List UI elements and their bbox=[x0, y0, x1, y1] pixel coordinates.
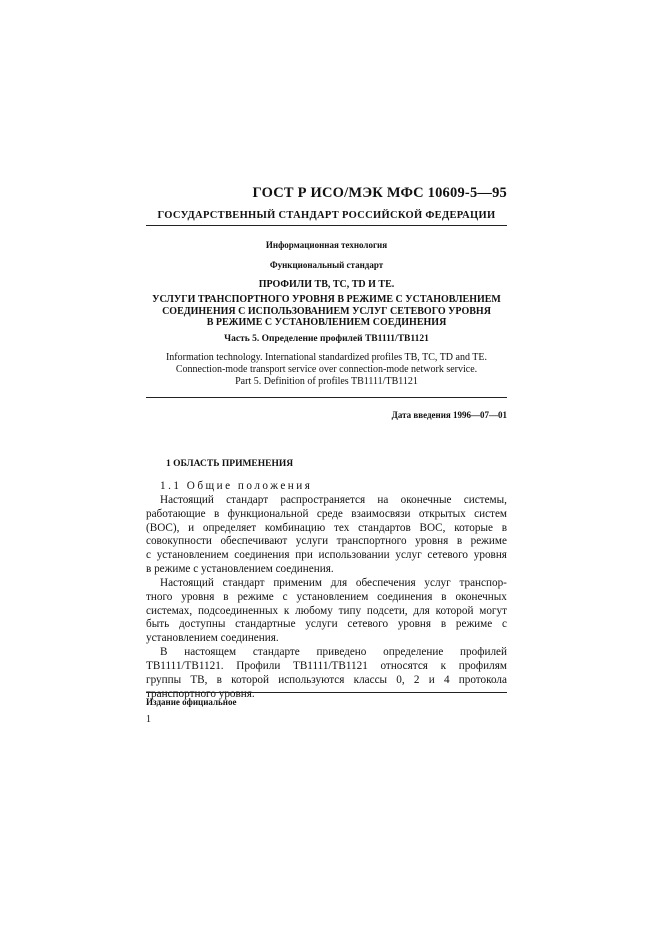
body-line bbox=[146, 605, 507, 619]
body-line bbox=[146, 522, 507, 536]
body-word: которые bbox=[454, 521, 493, 534]
body-word: в bbox=[223, 590, 229, 603]
body-word: в bbox=[441, 590, 447, 603]
english-title-line: Part 5. Definition of profiles TB1111/TB1121 bbox=[235, 376, 418, 387]
body-word: определение bbox=[383, 646, 444, 659]
body-word: 2 bbox=[413, 673, 420, 686]
title-line-2: Функциональный стандарт bbox=[269, 260, 384, 270]
standard-type: ГОСУДАРСТВЕННЫЙ СТАНДАРТ РОССИЙСКОЙ ФЕДЕРАЦИИ bbox=[157, 210, 496, 221]
main-title bbox=[116, 294, 537, 329]
english-title bbox=[116, 352, 537, 388]
body-word: уровня bbox=[415, 535, 449, 548]
body-word: услуг bbox=[424, 576, 451, 589]
body-word: соединения bbox=[377, 590, 433, 603]
header-rule bbox=[146, 225, 507, 226]
body-word: системы, bbox=[463, 493, 507, 506]
body-word: функциональной bbox=[227, 507, 309, 520]
title-line-3: ПРОФИЛИ ТВ, ТС, TD И ТЕ. bbox=[258, 279, 395, 290]
body-word: использовании bbox=[318, 549, 390, 562]
main-title-line: УСЛУГИ ТРАНСПОРТНОГО УРОВНЯ В РЕЖИМЕ С УСТАНОВЛЕНИЕМ bbox=[152, 294, 501, 305]
body-word: группы bbox=[146, 673, 182, 686]
body-word: работающие bbox=[146, 507, 206, 520]
body-word: оконечные bbox=[400, 493, 452, 506]
body-word: Профили bbox=[236, 659, 281, 672]
body-word: на bbox=[377, 493, 389, 506]
body-word: стандартов bbox=[358, 521, 411, 534]
body-word: 0, bbox=[396, 673, 405, 686]
body-word: в bbox=[216, 673, 222, 686]
main-title-line: В РЕЖИМЕ С УСТАНОВЛЕНИЕМ СОЕДИНЕНИЯ bbox=[206, 317, 447, 328]
body-word: 4 bbox=[443, 673, 450, 686]
body-word: профилей bbox=[460, 646, 507, 659]
english-title-line: Connection-mode transport service over connection-mode network service. bbox=[175, 364, 478, 375]
body-line bbox=[146, 674, 507, 688]
body-word: типу bbox=[338, 604, 362, 617]
body-word: ВОС, bbox=[419, 521, 446, 534]
body-word: при bbox=[295, 549, 313, 562]
body-word: профилям bbox=[458, 659, 507, 672]
body-word: режиме bbox=[455, 618, 493, 631]
body-word: подсети, bbox=[366, 604, 408, 617]
title-rule bbox=[146, 397, 507, 398]
body-word: обеспечивают bbox=[220, 535, 288, 548]
body-word: протокола bbox=[458, 673, 507, 686]
body-word: в bbox=[440, 618, 447, 631]
edition-note: Издание официальное bbox=[146, 697, 237, 707]
body-word: доступны bbox=[178, 618, 226, 631]
body-word: быть bbox=[146, 618, 170, 631]
body-word: к bbox=[440, 659, 447, 672]
body-word: взаимосвязи bbox=[351, 507, 411, 520]
body-word: с bbox=[502, 618, 507, 631]
body-word: обеспечения bbox=[355, 576, 416, 589]
body-word: классы bbox=[353, 673, 388, 686]
body-line bbox=[146, 646, 507, 660]
body-word: тех bbox=[333, 521, 350, 534]
body-word: услуги bbox=[305, 618, 338, 631]
body-text bbox=[146, 480, 507, 702]
document-designation: ГОСТ Р ИСО/МЭК МФС 10609-5—95 bbox=[252, 185, 507, 201]
body-word: уровня bbox=[473, 549, 507, 562]
body-word: установлением bbox=[296, 590, 369, 603]
body-word: Настоящий bbox=[160, 493, 214, 506]
body-word: режиме bbox=[237, 590, 274, 603]
body-word: режиме bbox=[470, 535, 507, 548]
body-word: систем bbox=[474, 507, 507, 520]
body-line: установлением соединения. bbox=[146, 632, 279, 645]
body-line bbox=[146, 591, 507, 605]
body-word: применим bbox=[273, 576, 322, 589]
body-word: с bbox=[146, 549, 151, 562]
body-word: ТВ, bbox=[190, 673, 208, 686]
body-word: и bbox=[188, 521, 195, 534]
body-line bbox=[146, 660, 507, 674]
body-word: к bbox=[283, 604, 290, 617]
body-word: комбинацию bbox=[264, 521, 326, 534]
body-word: в bbox=[456, 535, 463, 548]
body-line bbox=[146, 535, 507, 549]
english-title-line: Information technology. International standardized profiles TB, TC, TD and TE. bbox=[165, 352, 488, 363]
body-word: используются bbox=[278, 673, 345, 686]
body-word: открытых bbox=[418, 507, 466, 520]
body-word: установлением bbox=[156, 549, 229, 562]
section-heading: 1 ОБЛАСТЬ ПРИМЕНЕНИЯ bbox=[166, 459, 294, 469]
body-word: В bbox=[160, 646, 168, 659]
body-word: транспор- bbox=[459, 576, 507, 589]
body-word: стандарте bbox=[252, 646, 300, 659]
body-word: подсоединенных bbox=[197, 604, 279, 617]
body-word: тного bbox=[146, 590, 173, 603]
body-word: среде bbox=[316, 507, 343, 520]
footer-rule bbox=[146, 692, 507, 693]
body-word: оконечных bbox=[455, 590, 507, 603]
body-word: относятся bbox=[380, 659, 428, 672]
body-line: в режиме с установлением соединения. bbox=[146, 563, 334, 576]
body-word: приведено bbox=[316, 646, 367, 659]
body-word: транспортного bbox=[336, 535, 407, 548]
body-word: которой bbox=[231, 673, 269, 686]
body-word: Настоящий bbox=[160, 576, 214, 589]
body-word: могут bbox=[479, 604, 507, 617]
body-word: услуг bbox=[395, 549, 422, 562]
body-word: уровня bbox=[397, 618, 432, 631]
body-word: стандарт bbox=[226, 493, 269, 506]
body-word: ТВ1111/ТВ1121 bbox=[293, 659, 368, 672]
subheading bbox=[146, 480, 507, 494]
body-line bbox=[146, 549, 507, 563]
body-word: совокупности bbox=[146, 535, 212, 548]
body-word: определяет bbox=[202, 521, 257, 534]
body-word: уровня bbox=[181, 590, 215, 603]
subheading-text: 1.1 Общие положения bbox=[160, 480, 313, 492]
body-word: сетевого bbox=[427, 549, 469, 562]
body-word: ТВ1111/ТВ1121. bbox=[146, 659, 224, 672]
body-word: системах, bbox=[146, 604, 193, 617]
body-word: услуги bbox=[295, 535, 329, 548]
body-line bbox=[146, 577, 507, 591]
page-number: 1 bbox=[146, 714, 151, 725]
body-line bbox=[146, 494, 507, 508]
body-line: транспортного уровня. bbox=[146, 687, 255, 700]
body-word: соединения bbox=[234, 549, 290, 562]
effective-date: Дата введения 1996—07—01 bbox=[391, 410, 507, 420]
part-title: Часть 5. Определение профилей ТВ1111/ТВ1121 bbox=[224, 334, 429, 344]
body-word: стандартные bbox=[235, 618, 296, 631]
body-word: (ВОС), bbox=[146, 521, 180, 534]
body-word: в bbox=[213, 507, 220, 520]
body-line bbox=[146, 618, 507, 632]
body-word: настоящем bbox=[184, 646, 237, 659]
main-title-line: СОЕДИНЕНИЯ С ИСПОЛЬЗОВАНИЕМ УСЛУГ СЕТЕВОГО УРОВНЯ bbox=[162, 305, 491, 317]
body-word: сетевого bbox=[347, 618, 389, 631]
body-line bbox=[146, 508, 507, 522]
title-line-1: Информационная технология bbox=[265, 240, 388, 250]
body-word: распространяется bbox=[280, 493, 366, 506]
body-word: стандарт bbox=[222, 576, 265, 589]
body-word: любому bbox=[295, 604, 333, 617]
body-word: для bbox=[330, 576, 348, 589]
body-word: и bbox=[428, 673, 435, 686]
body-word: в bbox=[501, 521, 507, 534]
body-word: с bbox=[282, 590, 288, 603]
body-word: для bbox=[413, 604, 430, 617]
body-word: которой bbox=[435, 604, 474, 617]
